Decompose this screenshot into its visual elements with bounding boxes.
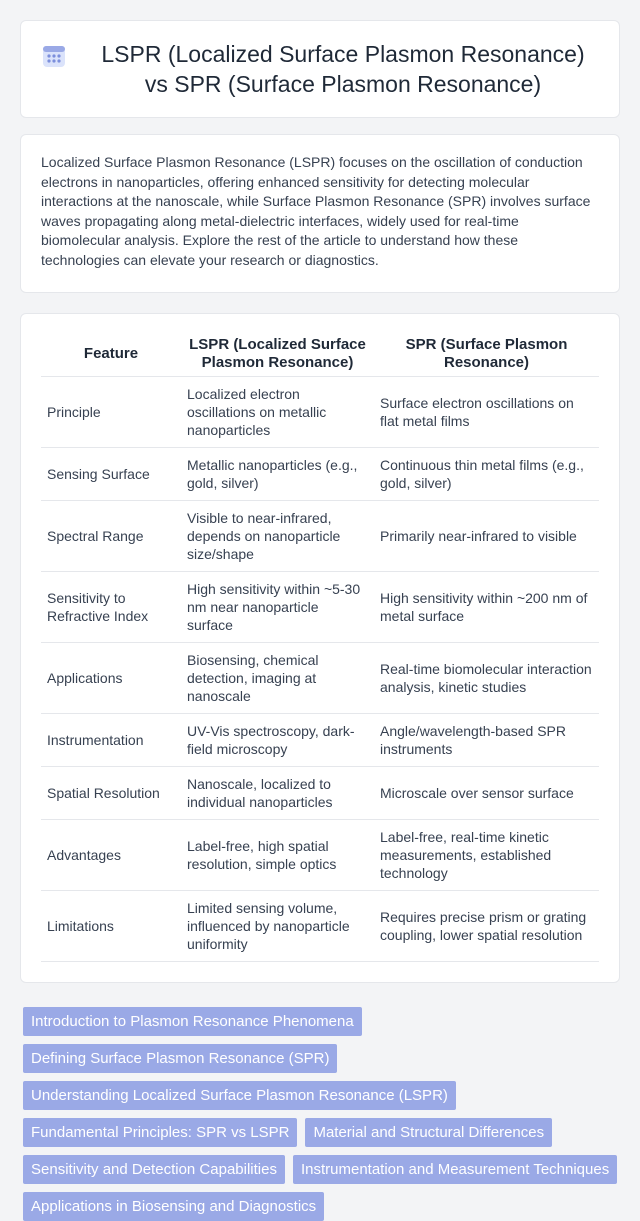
- cell-feature: Applications: [41, 643, 181, 714]
- cell-spr: Surface electron oscillations on flat metal films: [374, 377, 599, 448]
- table-row: [41, 377, 599, 448]
- table-row: [41, 643, 599, 714]
- cell-feature: Advantages: [41, 820, 181, 891]
- topic-tag-link[interactable]: Defining Surface Plasmon Resonance (SPR): [23, 1044, 337, 1073]
- cell-feature: Instrumentation: [41, 714, 181, 767]
- cell-lspr: Biosensing, chemical detection, imaging at nanoscale: [181, 643, 374, 714]
- cell-spr: Continuous thin metal films (e.g., gold, silver): [374, 448, 599, 501]
- topic-tag-link[interactable]: Instrumentation and Measurement Techniques: [293, 1155, 617, 1184]
- cell-lspr: High sensitivity within ~5-30 nm near nanoparticle surface: [181, 572, 374, 643]
- table-header-row: [41, 332, 599, 377]
- cell-spr: Angle/wavelength-based SPR instruments: [374, 714, 599, 767]
- cell-feature: Spectral Range: [41, 501, 181, 572]
- comparison-table-card: [20, 313, 620, 983]
- column-header-feature: Feature: [41, 332, 181, 377]
- cell-feature: Sensing Surface: [41, 448, 181, 501]
- cell-feature: Sensitivity to Refractive Index: [41, 572, 181, 643]
- topic-tag-link[interactable]: Understanding Localized Surface Plasmon Resonance (LSPR): [23, 1081, 456, 1110]
- table-row: [41, 714, 599, 767]
- cell-spr: Microscale over sensor surface: [374, 767, 599, 820]
- topic-tag-link[interactable]: Material and Structural Differences: [305, 1118, 552, 1147]
- title-card: [20, 20, 620, 118]
- cell-lspr: Metallic nanoparticles (e.g., gold, silver): [181, 448, 374, 501]
- topic-tag-list: [20, 1007, 620, 1221]
- table-row: [41, 891, 599, 962]
- column-header-spr: SPR (Surface Plasmon Resonance): [374, 332, 599, 377]
- cell-spr: Primarily near-infrared to visible: [374, 501, 599, 572]
- table-row: [41, 572, 599, 643]
- comparison-table: [41, 332, 599, 962]
- cell-lspr: Nanoscale, localized to individual nanoparticles: [181, 767, 374, 820]
- column-header-lspr: LSPR (Localized Surface Plasmon Resonance): [181, 332, 374, 377]
- cell-feature: Principle: [41, 377, 181, 448]
- intro-paragraph: Localized Surface Plasmon Resonance (LSPR) focuses on the oscillation of conduction electrons in nanoparticles, offering enhanced sensitivity for detecting molecular interactions at the nanoscale, while Surface Plasmon Resonance (SPR) involves surface waves propagating along metal-dielectric interfaces, widely used for real-time biomolecular analysis. Explore the rest of the article to understand how these technologies can elevate your research or diagnostics.: [20, 134, 620, 293]
- cell-feature: Limitations: [41, 891, 181, 962]
- cell-spr: High sensitivity within ~200 nm of metal surface: [374, 572, 599, 643]
- cell-lspr: Visible to near-infrared, depends on nanoparticle size/shape: [181, 501, 374, 572]
- topic-tag-link[interactable]: Introduction to Plasmon Resonance Phenomena: [23, 1007, 362, 1036]
- cell-lspr: Label-free, high spatial resolution, simple optics: [181, 820, 374, 891]
- topic-tag-link[interactable]: Sensitivity and Detection Capabilities: [23, 1155, 285, 1184]
- topic-tag-link[interactable]: Fundamental Principles: SPR vs LSPR: [23, 1118, 297, 1147]
- cell-spr: Requires precise prism or grating coupling, lower spatial resolution: [374, 891, 599, 962]
- cell-spr: Real-time biomolecular interaction analysis, kinetic studies: [374, 643, 599, 714]
- cell-feature: Spatial Resolution: [41, 767, 181, 820]
- calendar-grid-icon: [41, 43, 67, 69]
- table-row: [41, 501, 599, 572]
- page-title: LSPR (Localized Surface Plasmon Resonance) vs SPR (Surface Plasmon Resonance): [101, 41, 585, 97]
- table-row: [41, 767, 599, 820]
- table-row: [41, 820, 599, 891]
- topic-tag-link[interactable]: Applications in Biosensing and Diagnostics: [23, 1192, 324, 1221]
- cell-lspr: Localized electron oscillations on metallic nanoparticles: [181, 377, 374, 448]
- cell-lspr: UV-Vis spectroscopy, dark-field microscopy: [181, 714, 374, 767]
- cell-lspr: Limited sensing volume, influenced by nanoparticle uniformity: [181, 891, 374, 962]
- cell-spr: Label-free, real-time kinetic measurements, established technology: [374, 820, 599, 891]
- table-row: [41, 448, 599, 501]
